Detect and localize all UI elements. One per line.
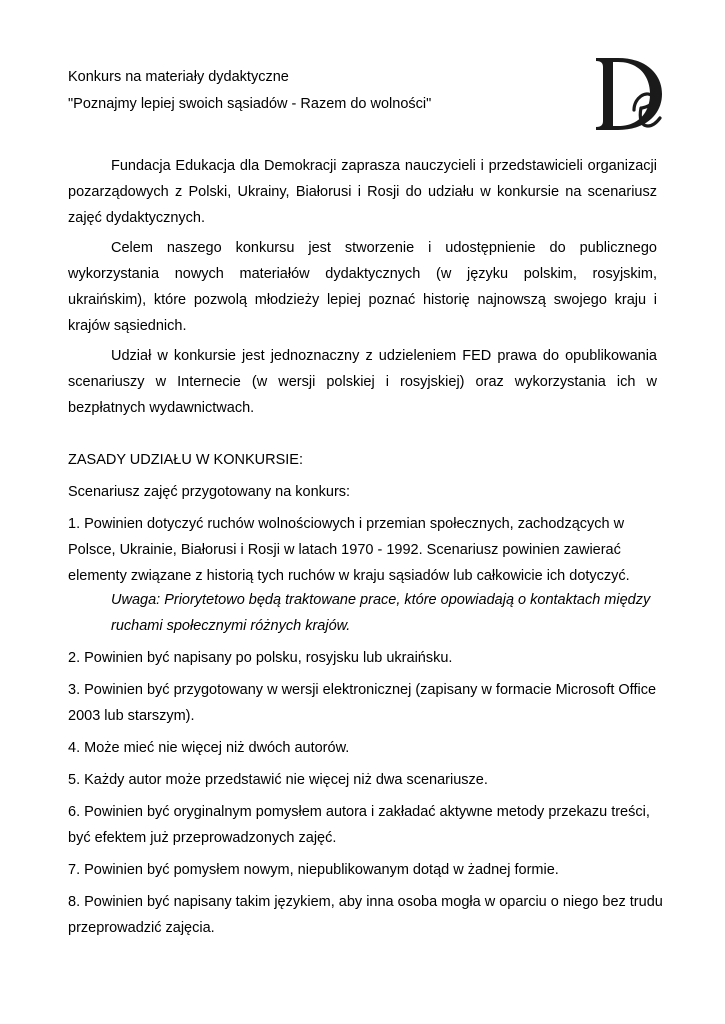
rules-heading: ZASADY UDZIAŁU W KONKURSIE: xyxy=(68,452,303,468)
header-title-line-2: "Poznajmy lepiej swoich sąsiadów - Razem do wolności" xyxy=(68,96,432,112)
rules-lead: Scenariusz zajęć przygotowany na konkurs: xyxy=(68,484,351,500)
de-monogram-logo xyxy=(590,52,670,136)
rule-item-5: 5. Każdy autor może przedstawić nie więcej niż dwa scenariusze. xyxy=(68,772,488,788)
header-title-line-1: Konkurs na materiały dydaktyczne xyxy=(68,69,289,85)
rule-item-3: 3. Powinien być przygotowany w wersji elektronicznej (zapisany w formacie Microsoft Office 2003 lub starszym). xyxy=(68,682,657,724)
intro-paragraph-3: Udział w konkursie jest jednoznaczny z udzieleniem FED prawa do opublikowania scenariuszy w Internecie (w wersji polskiej i rosyjskiej) oraz wykorzystania ich w bezpłatnych wydawnictwach. xyxy=(68,348,657,416)
rule-item-4: 4. Może mieć nie więcej niż dwóch autorów. xyxy=(68,740,350,756)
intro-paragraph-1: Fundacja Edukacja dla Demokracji zaprasza nauczycieli i przedstawicieli organizacji pozarządowych z Polski, Ukrainy, Białorusi i Rosji do udziału w konkursie na scenariusz zajęć dydaktycznych. xyxy=(68,158,657,226)
rule-item-1-note: Uwaga: Priorytetowo będą traktowane prace, które opowiadają o kontaktach między ruchami społecznymi różnych krajów. xyxy=(111,592,651,634)
rule-item-1: 1. Powinien dotyczyć ruchów wolnościowych i przemian społecznych, zachodzących w Polsce, Ukrainie, Białorusi i Rosji w latach 1970 - 1992. Scenariusz powinien zawierać elementy związane z historią tych ruchów w kraju sąsiadów lub całkowicie ich dotyczyć. xyxy=(68,516,630,584)
rule-item-6: 6. Powinien być oryginalnym pomysłem autora i zakładać aktywne metody przekazu treści, być efektem już przeprowadzonych zajęć. xyxy=(68,804,650,846)
rule-item-2: 2. Powinien być napisany po polsku, rosyjsku lub ukraińsku. xyxy=(68,650,453,666)
rule-item-7: 7. Powinien być pomysłem nowym, niepublikowanym dotąd w żadnej formie. xyxy=(68,862,559,878)
intro-paragraph-2: Celem naszego konkursu jest stworzenie i udostępnienie do publicznego wykorzystania nowych materiałów dydaktycznych (w języku polskim, rosyjskim, ukraińskim), które pozwolą młodzieży lepiej poznać historię najnowszą swojego kraju i krajów sąsiednich. xyxy=(68,240,657,334)
rule-item-8: 8. Powinien być napisany takim językiem, aby inna osoba mogła w oparciu o niego bez trudu przeprowadzić zajęcia. xyxy=(68,894,663,936)
